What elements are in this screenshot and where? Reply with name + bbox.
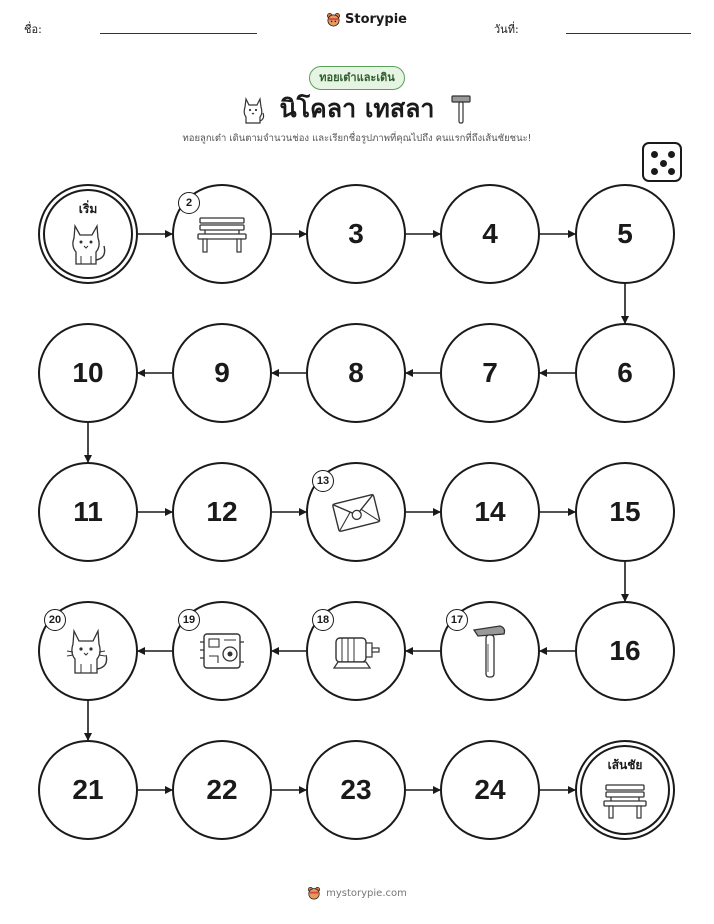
- picture-number: 19: [178, 609, 200, 631]
- board-space-17[interactable]: [440, 601, 540, 701]
- board-space-6[interactable]: 6: [575, 323, 675, 423]
- envelope-icon: [330, 491, 382, 533]
- board-space-10[interactable]: 10: [38, 323, 138, 423]
- board-space-4[interactable]: 4: [440, 184, 540, 284]
- finish-space[interactable]: [575, 740, 675, 840]
- finish-label: เส้นชัย: [607, 758, 643, 772]
- instructions: ทอยลูกเต๋า เดินตามจำนวนช่อง และเรียกชื่อรูปภาพที่คุณไปถึง คนแรกที่ถึงเส้นชัยชนะ!: [182, 133, 532, 144]
- cat-icon: [65, 220, 111, 268]
- board-space-2[interactable]: [172, 184, 272, 284]
- board-space-22[interactable]: 22: [172, 740, 272, 840]
- bear-icon: [307, 886, 321, 900]
- circuit-icon: [196, 628, 248, 674]
- name-label: ชื่อ:: [24, 23, 42, 36]
- board-space-3[interactable]: 3: [306, 184, 406, 284]
- board-space-21[interactable]: 21: [38, 740, 138, 840]
- footer-site[interactable]: mystorypie.com: [326, 887, 407, 899]
- picture-number: 13: [312, 470, 334, 492]
- board-space-15[interactable]: 15: [575, 462, 675, 562]
- board-space-20[interactable]: [38, 601, 138, 701]
- board-space-12[interactable]: 12: [172, 462, 272, 562]
- game-title: นิโคลา เทสลา: [279, 94, 435, 123]
- board-space-24[interactable]: 24: [440, 740, 540, 840]
- board-space-8[interactable]: 8: [306, 323, 406, 423]
- board-space-14[interactable]: 14: [440, 462, 540, 562]
- board-space-11[interactable]: 11: [38, 462, 138, 562]
- hammer-icon: [470, 622, 510, 680]
- picture-number: 20: [44, 609, 66, 631]
- picture-number: 2: [178, 192, 200, 214]
- bench-icon: [602, 782, 648, 822]
- cat-icon: [64, 625, 112, 677]
- motor-icon: [330, 630, 382, 672]
- board-space-13[interactable]: [306, 462, 406, 562]
- picture-number: 18: [312, 609, 334, 631]
- date-label: วันที่:: [494, 23, 519, 36]
- start-label: เริ่ม: [78, 202, 98, 216]
- board-space-5[interactable]: 5: [575, 184, 675, 284]
- bench-icon: [196, 214, 248, 254]
- board-space-23[interactable]: 23: [306, 740, 406, 840]
- footer: [0, 886, 714, 900]
- game-badge: ทอยเต๋าและเดิน: [309, 66, 405, 90]
- board-space-9[interactable]: 9: [172, 323, 272, 423]
- start-space[interactable]: [38, 184, 138, 284]
- brand-name: Storypie: [345, 12, 407, 27]
- board-space-18[interactable]: [306, 601, 406, 701]
- board-space-16[interactable]: 16: [575, 601, 675, 701]
- picture-number: 17: [446, 609, 468, 631]
- board-space-19[interactable]: [172, 601, 272, 701]
- board-space-7[interactable]: 7: [440, 323, 540, 423]
